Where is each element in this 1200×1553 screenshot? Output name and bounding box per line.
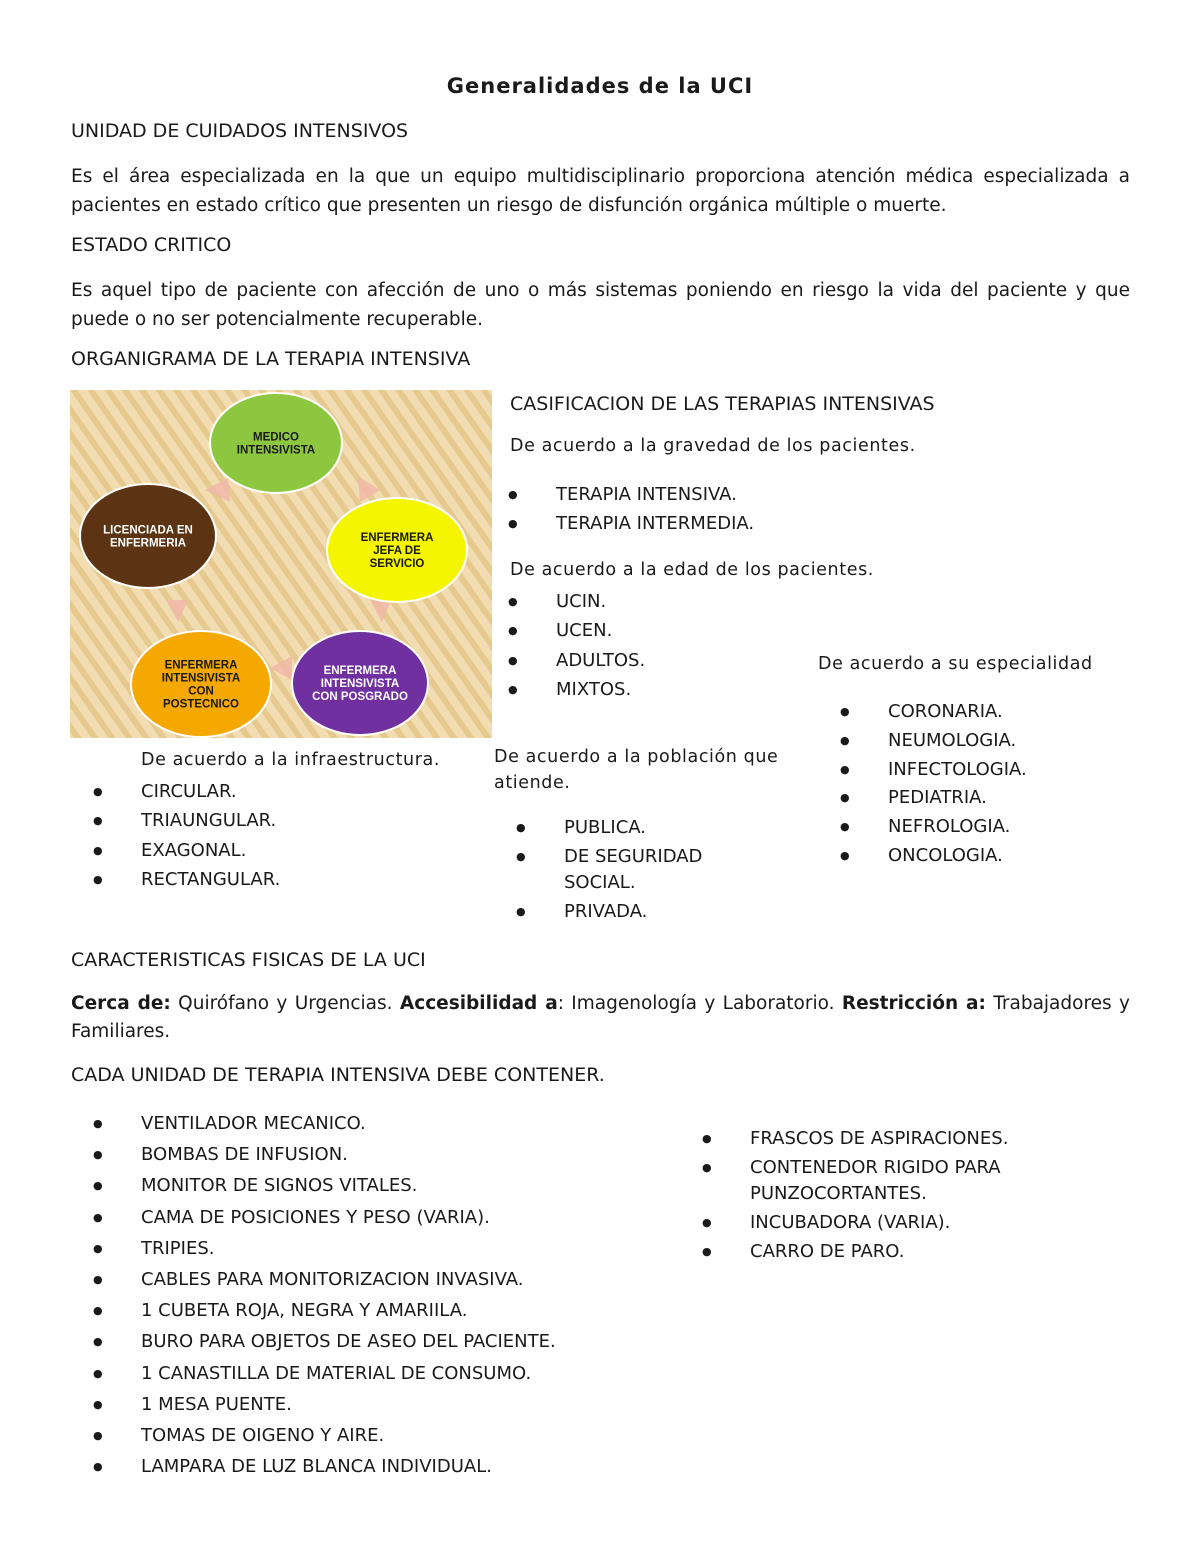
list-item: ● MIXTOS.	[508, 675, 645, 704]
org-node-label: INTENSIVISTA	[161, 672, 241, 685]
list-item: ● NEFROLOGIA.	[840, 813, 1027, 842]
cerca-value: Quirófano y Urgencias.	[170, 993, 400, 1014]
uci-heading: UNIDAD DE CUIDADOS INTENSIVOS	[71, 120, 409, 142]
list-item: ● PUBLICA.	[516, 815, 746, 841]
org-node-label: POSTECNICO	[162, 698, 240, 711]
infraestructura-intro: De acuerdo a la infraestructura.	[141, 750, 441, 770]
list-item: ● PEDIATRIA.	[840, 784, 1027, 813]
estado-critico-definition: Es aquel tipo de paciente con afección de uno o más sistemas poniendo en riesgo la vida del paciente y que puede o no ser potencialmente recuperable.	[71, 280, 1130, 330]
list-item: ● INFECTOLOGIA.	[840, 756, 1027, 785]
poblacion-list	[516, 815, 746, 928]
list-item: ● BURO PARA OBJETOS DE ASEO DEL PACIENTE.	[93, 1326, 556, 1357]
clasificacion-heading: CASIFICACION DE LAS TERAPIAS INTENSIVAS	[510, 393, 935, 415]
org-node-label: JEFA DE	[373, 545, 421, 557]
list-item: ● ONCOLOGIA.	[840, 842, 1027, 871]
org-node-label: INTENSIVISTA	[320, 678, 400, 690]
estado-critico-heading: ESTADO CRITICO	[71, 234, 232, 256]
list-item: ● 1 CUBETA ROJA, NEGRA Y AMARIILA.	[93, 1295, 556, 1326]
infraestructura-list	[93, 777, 280, 894]
uci-definition: Es el área especializada en la que un equipo multidisciplinario proporciona atención médica especializada a pacientes en estado crítico que presenten un riesgo de disfunción orgánica múltiple o muerte.	[71, 166, 1130, 216]
edad-list	[508, 587, 645, 704]
org-node-label: MEDICO	[253, 431, 299, 444]
contenido-heading: CADA UNIDAD DE TERAPIA INTENSIVA DEBE CONTENER.	[71, 1064, 605, 1086]
org-node-label: INTENSIVISTA	[236, 444, 316, 457]
list-item: ● NEUMOLOGIA.	[840, 727, 1027, 756]
caracteristicas-heading: CARACTERISTICAS FISICAS DE LA UCI	[71, 949, 426, 971]
poblacion-intro-line1: De acuerdo a la población que	[494, 747, 779, 767]
org-node-label: LICENCIADA EN	[103, 524, 193, 537]
restriccion-label: Restricción a:	[841, 993, 986, 1014]
list-item: ● DE SEGURIDAD SOCIAL.	[516, 844, 746, 896]
org-node-label: ENFERMERA	[323, 665, 397, 677]
list-item: ● FRASCOS DE ASPIRACIONES.	[702, 1126, 1032, 1152]
gravedad-list	[508, 480, 754, 538]
list-item: ● TERAPIA INTERMEDIA.	[508, 509, 754, 538]
list-item: ● CONTENEDOR RIGIDO PARA PUNZOCORTANTES.	[702, 1155, 1032, 1207]
list-item: ● 1 CANASTILLA DE MATERIAL DE CONSUMO.	[93, 1358, 556, 1389]
contenido-right-list	[702, 1126, 1032, 1268]
list-item: ● CIRCULAR.	[93, 777, 280, 806]
accesibilidad-label: Accesibilidad a	[399, 993, 558, 1014]
list-item: ● CABLES PARA MONITORIZACION INVASIVA.	[93, 1264, 556, 1295]
restriccion-value: Trabajadores y Familiares.	[71, 993, 1130, 1042]
poblacion-intro-line2: atiende.	[494, 773, 571, 793]
list-item: ● CARRO DE PARO.	[702, 1239, 1032, 1265]
org-node	[80, 484, 216, 588]
org-node-label: ENFERMERA	[164, 659, 238, 672]
especialidad-intro: De acuerdo a su especialidad	[818, 654, 1093, 674]
org-node-label: ENFERMERIA	[109, 537, 187, 550]
list-item: ● TRIPIES.	[93, 1233, 556, 1264]
org-node-label: CON POSGRADO	[312, 691, 408, 703]
organigrama-heading: ORGANIGRAMA DE LA TERAPIA INTENSIVA	[71, 348, 471, 370]
list-item: ● INCUBADORA (VARIA).	[702, 1210, 1032, 1236]
gravedad-intro: De acuerdo a la gravedad de los pacientes.	[510, 436, 916, 456]
org-node	[292, 631, 428, 735]
caracteristicas-text	[71, 990, 1130, 1046]
page-title: Generalidades de la UCI	[446, 74, 754, 98]
organigrama-diagram	[70, 390, 492, 738]
org-node	[210, 393, 342, 493]
edad-intro: De acuerdo a la edad de los pacientes.	[510, 560, 874, 580]
list-item: ● EXAGONAL.	[93, 836, 280, 865]
list-item: ● UCEN.	[508, 616, 645, 645]
list-item: ● ADULTOS.	[508, 646, 645, 675]
list-item: ● UCIN.	[508, 587, 645, 616]
list-item: ● TERAPIA INTENSIVA.	[508, 480, 754, 509]
list-item: ● MONITOR DE SIGNOS VITALES.	[93, 1170, 556, 1201]
list-item: ● TRIAUNGULAR.	[93, 806, 280, 835]
list-item: ● PRIVADA.	[516, 899, 746, 925]
org-node	[131, 631, 271, 737]
org-node-label: CON	[188, 685, 214, 698]
accesibilidad-value: : Imagenología y Laboratorio.	[557, 993, 842, 1014]
org-node-label: SERVICIO	[369, 558, 425, 570]
org-node	[327, 498, 467, 602]
especialidad-list	[840, 698, 1027, 871]
contenido-left-list	[93, 1108, 556, 1482]
list-item: ● TOMAS DE OIGENO Y AIRE.	[93, 1420, 556, 1451]
list-item: ● CORONARIA.	[840, 698, 1027, 727]
list-item: ● LAMPARA DE LUZ BLANCA INDIVIDUAL.	[93, 1451, 556, 1482]
list-item: ● RECTANGULAR.	[93, 865, 280, 894]
list-item: ● BOMBAS DE INFUSION.	[93, 1139, 556, 1170]
list-item: ● VENTILADOR MECANICO.	[93, 1108, 556, 1139]
cerca-label: Cerca de:	[71, 993, 171, 1014]
list-item: ● 1 MESA PUENTE.	[93, 1389, 556, 1420]
list-item: ● CAMA DE POSICIONES Y PESO (VARIA).	[93, 1202, 556, 1233]
org-node-label: ENFERMERA	[360, 532, 434, 544]
